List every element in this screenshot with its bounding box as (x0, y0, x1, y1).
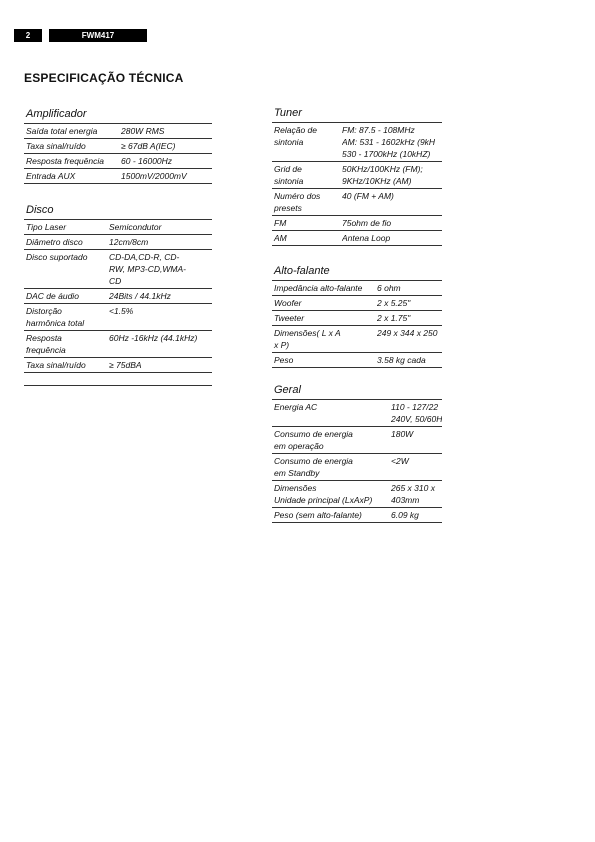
spec-label: Energia AC (274, 402, 318, 412)
section-title: Tuner (272, 104, 442, 123)
spec-row (24, 304, 212, 331)
spec-label: Entrada AUX (26, 171, 76, 181)
spec-row (272, 296, 442, 311)
spec-label: Consumo de energia em operação (274, 429, 353, 451)
spec-value: 280W RMS (121, 126, 165, 136)
spec-label: Dimensões Unidade principal (LxAxP) (274, 483, 373, 505)
spec-label: Taxa sinal/ruído (26, 360, 86, 370)
spec-label: Saída total energia (26, 126, 98, 136)
spec-label: Numéro dos presets (274, 191, 321, 213)
spec-row (24, 331, 212, 358)
spec-row (272, 353, 442, 368)
spec-label: Tweeter (274, 313, 305, 323)
spec-table (24, 220, 212, 373)
spec-value: 75ohm de fio (342, 218, 392, 228)
spec-value: Antena Loop (342, 233, 391, 243)
spec-row (272, 311, 442, 326)
section-alto-falante (272, 262, 442, 368)
spec-value: CD-DA,CD-R, CD- RW, MP3-CD,WMA- CD (109, 252, 186, 286)
spec-row (24, 250, 212, 289)
spec-label: DAC de áudio (26, 291, 79, 301)
spec-label: FM (274, 218, 287, 228)
spec-table (24, 124, 212, 184)
spec-label: Grid de sintonia (274, 164, 304, 186)
page-number: 2 (14, 29, 42, 42)
model-label: FWM417 (49, 29, 147, 42)
spec-value: ≥ 75dBA (109, 360, 142, 370)
spec-label: Distorção harmônica total (26, 306, 85, 328)
spec-row (272, 281, 442, 296)
spec-value: <1.5% (109, 306, 134, 316)
spec-row (24, 169, 212, 184)
spec-label: Woofer (274, 298, 302, 308)
spec-value: 24Bits / 44.1kHz (109, 291, 171, 301)
spec-row (24, 289, 212, 304)
section-title: Disco (24, 201, 212, 220)
spec-label: Relação de sintonia (274, 125, 318, 147)
spec-label: Impedância alto-falante (274, 283, 363, 293)
spec-label: Diâmetro disco (26, 237, 83, 247)
spec-table (272, 281, 442, 368)
spec-table (272, 400, 442, 523)
spec-row (272, 427, 442, 454)
spec-value: 6.09 kg (391, 510, 419, 520)
spec-row (272, 326, 442, 353)
spec-row (272, 400, 442, 427)
spec-label: Peso (274, 355, 294, 365)
spec-value: 3.58 kg cada (377, 355, 426, 365)
spec-row (272, 481, 442, 508)
section-amplificador (24, 105, 212, 184)
spec-label: Consumo de energia em Standby (274, 456, 353, 478)
spec-value: 1500mV/2000mV (121, 171, 187, 181)
spec-label: Peso (sem alto-falante) (274, 510, 362, 520)
spec-value: 2 x 1.75" (377, 313, 411, 323)
section-title: Geral (272, 381, 442, 400)
spec-value: 6 ohm (377, 283, 401, 293)
spec-row (272, 123, 442, 162)
spec-label: Resposta frequência (26, 333, 66, 355)
spec-value: Semicondutor (109, 222, 162, 232)
section-disco (24, 201, 212, 386)
spec-value: 265 x 310 x 403mm (391, 483, 435, 505)
spec-row (24, 154, 212, 169)
spec-label: Tipo Laser (26, 222, 67, 232)
spec-table (272, 123, 442, 246)
spec-value: <2W (391, 456, 409, 466)
spec-row (272, 231, 442, 246)
spec-label: Taxa sinal/ruído (26, 141, 86, 151)
spec-value: 2 x 5.25" (377, 298, 411, 308)
spec-row (24, 220, 212, 235)
section-geral (272, 381, 442, 523)
spec-value: 60 - 16000Hz (121, 156, 173, 166)
spec-value: 40 (FM + AM) (342, 191, 394, 201)
spec-row (24, 358, 212, 373)
spec-value: 110 - 127/22 240V, 50/60H (391, 402, 443, 424)
section-title: Alto-falante (272, 262, 442, 281)
spec-row (272, 454, 442, 481)
spec-value: 12cm/8cm (109, 237, 149, 247)
page-title: ESPECIFICAÇÃO TÉCNICA (24, 71, 184, 85)
spec-value: ≥ 67dB A(IEC) (121, 141, 176, 151)
spec-row (272, 162, 442, 189)
spec-value: 249 x 344 x 250 (377, 328, 438, 338)
spec-label: Resposta frequência (26, 156, 104, 166)
spec-row (24, 124, 212, 139)
section-tuner (272, 104, 442, 246)
spec-row (272, 189, 442, 216)
spec-row (24, 139, 212, 154)
spec-value: 60Hz -16kHz (44.1kHz) (109, 333, 198, 343)
spec-value: 50KHz/100KHz (FM); 9KHz/10KHz (AM) (342, 164, 423, 186)
section-title: Amplificador (24, 105, 212, 124)
spec-row (272, 216, 442, 231)
spec-label: Disco suportado (26, 252, 88, 262)
spec-row (272, 508, 442, 523)
spec-value: 180W (391, 429, 414, 439)
spec-row (24, 235, 212, 250)
spec-label: Dimensões( L x A x P) (274, 328, 341, 350)
spec-value: FM: 87.5 - 108MHz AM: 531 - 1602kHz (9kH 530 - 1700kHz (10kHZ) (342, 125, 436, 159)
spec-label: AM (274, 233, 287, 243)
